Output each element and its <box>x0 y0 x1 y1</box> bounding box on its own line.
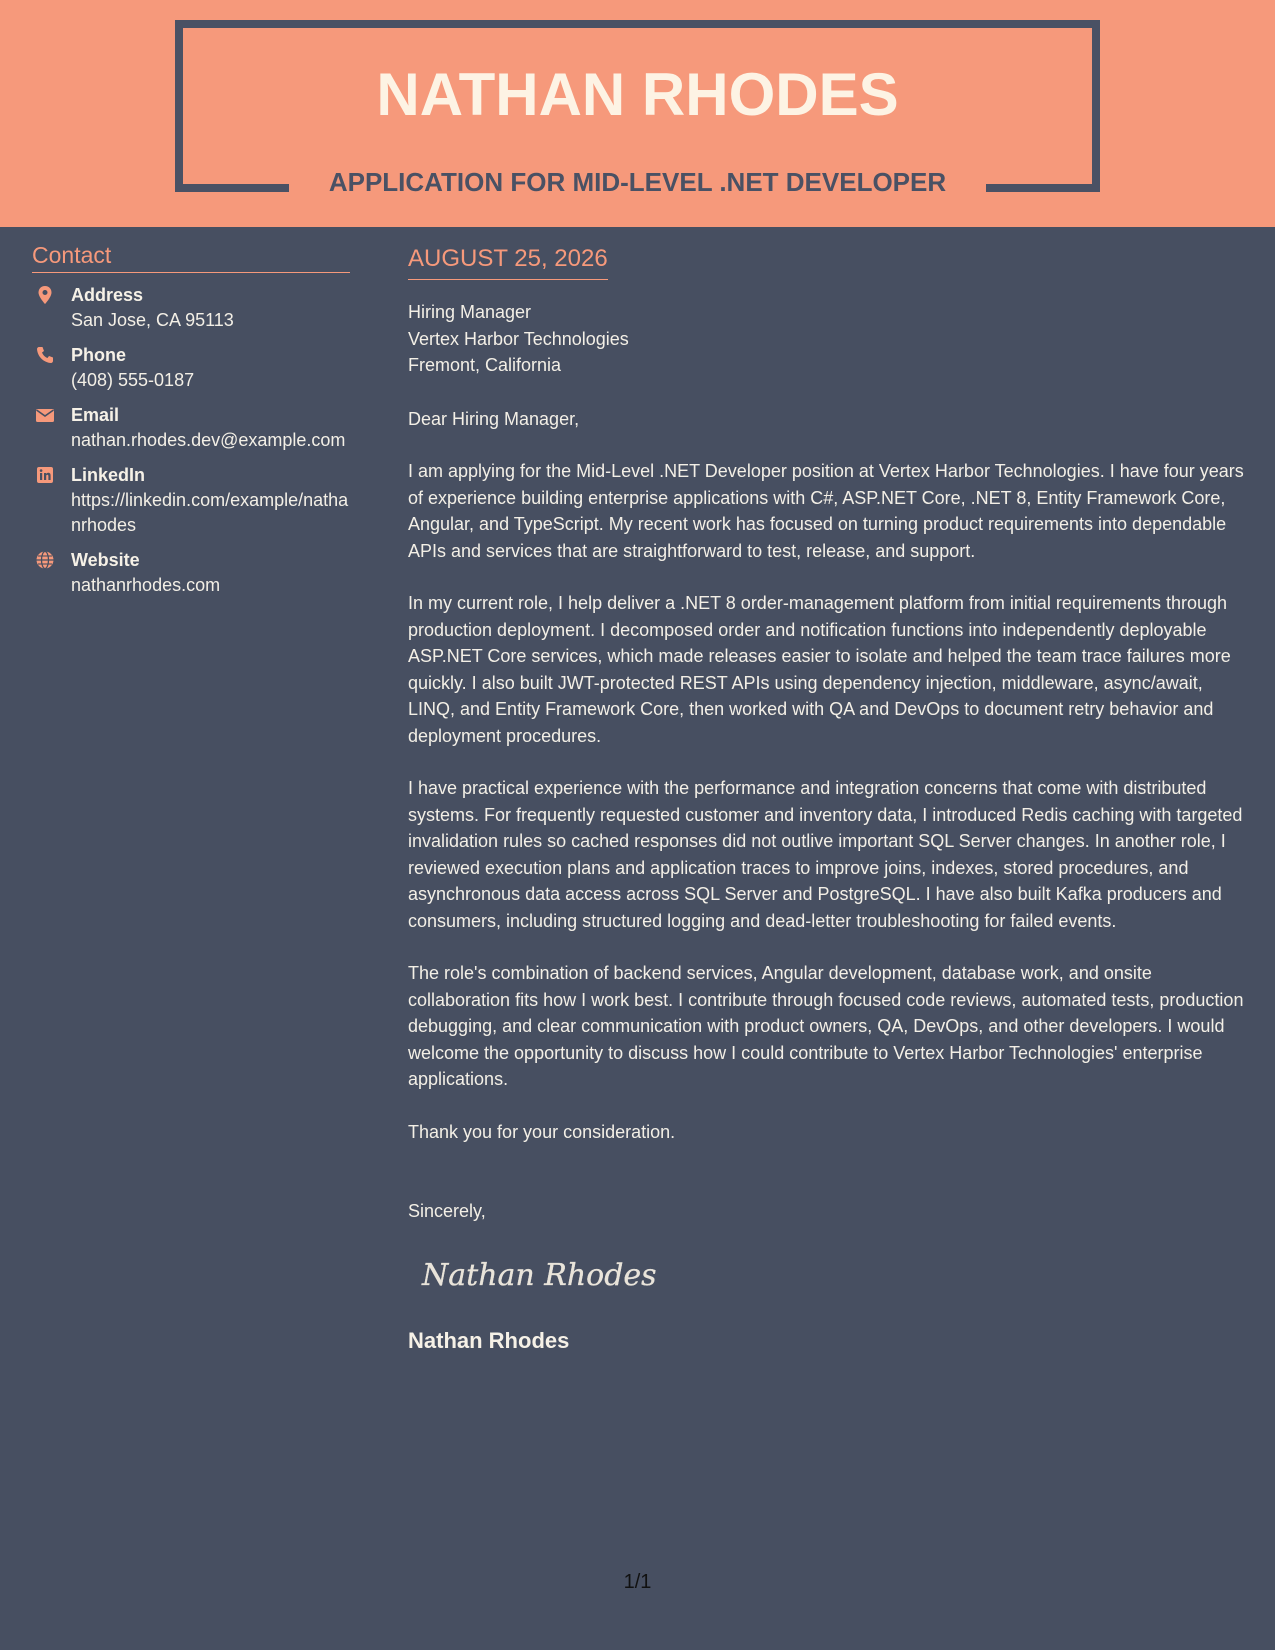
letter-date: AUGUST 25, 2026 <box>408 242 608 280</box>
handwritten-signature <box>420 1251 1253 1300</box>
envelope-icon <box>35 405 55 425</box>
contact-value: nathanrhodes.com <box>71 575 221 595</box>
application-subtitle: APPLICATION FOR MID-LEVEL .NET DEVELOPER <box>328 167 947 197</box>
closing: Sincerely, <box>408 1201 486 1221</box>
recipient-line: Hiring Manager <box>408 302 532 322</box>
contact-label: Website <box>71 550 140 570</box>
contact-value: San Jose, CA 95113 <box>71 310 234 330</box>
applicant-name: NATHAN RHODES <box>376 61 899 128</box>
letter-paragraph: Thank you for your consideration. <box>408 1121 676 1142</box>
contact-value: nathan.rhodes.dev@example.com <box>71 430 346 450</box>
contact-item-email <box>32 403 352 453</box>
letter-paragraph: I have practical experience with the performance and integration concerns that come with distributed systems. For frequently requested customer and inventory data, I introduced Redis caching with targeted invalidation rules so cached responses did not outlive important SQL Server changes. In another role, I reviewed execution plans and application traces to improve joins, indexes, stored procedures, and asynchronous data access across SQL Server and PostgreSQL. I have also built Kafka producers and consumers, including structured logging and dead-letter troubleshooting for failed events. <box>408 778 1243 931</box>
contact-item-website <box>32 548 352 598</box>
map-pin-icon <box>35 285 55 305</box>
letter-paragraph: The role's combination of backend services, Angular development, database work, and onsite collaboration fits how I work best. I contribute through focused code reviews, automated tests, production debugging, and clear communication with product owners, QA, DevOps, and other developers. I would welcome the opportunity to discuss how I could contribute to Vertex Harbor Technologies' enterprise applications. <box>408 963 1244 1089</box>
contact-label: Email <box>71 405 120 425</box>
globe-icon <box>35 550 55 570</box>
signer-name: Nathan Rhodes <box>408 1327 570 1353</box>
frame-border-top <box>175 20 1100 28</box>
recipient-block <box>408 299 1253 379</box>
contact-label: LinkedIn <box>71 465 146 485</box>
letter-body <box>408 242 1253 1354</box>
contact-value: (408) 555-0187 <box>71 370 195 390</box>
header-banner <box>0 0 1275 227</box>
contact-item-linkedin <box>32 463 352 538</box>
contact-item-phone <box>32 343 352 393</box>
contact-value: https://linkedin.com/example/nathanrhodes <box>71 490 349 535</box>
salutation: Dear Hiring Manager, <box>408 408 580 429</box>
contact-heading: Contact <box>32 240 350 273</box>
recipient-line: Fremont, California <box>408 355 562 375</box>
phone-icon <box>35 345 55 365</box>
contact-sidebar <box>32 240 352 598</box>
signature-text: Nathan Rhodes <box>422 1257 657 1293</box>
page-number: 1/1 <box>623 1571 652 1593</box>
recipient-line: Vertex Harbor Technologies <box>408 328 629 349</box>
linkedin-icon <box>35 465 55 485</box>
letter-paragraph: In my current role, I help deliver a .NET 8 order-management platform from initial requirements through production deployment. I decomposed order and notification functions into independently deployable ASP.NET Core services, which made releases easier to isolate and helped the team trace failures more quickly. I also built JWT-protected REST APIs using dependency injection, middleware, async/await, LINQ, and Entity Framework Core, then worked with QA and DevOps to document retry behavior and deployment procedures. <box>408 593 1231 746</box>
contact-item-address <box>32 283 352 333</box>
contact-label: Phone <box>71 345 127 365</box>
contact-label: Address <box>71 285 144 305</box>
letter-paragraph: I am applying for the Mid-Level .NET Developer position at Vertex Harbor Technologies. I have four years of experience building enterprise applications with C#, ASP.NET Core, .NET 8, Entity Framework Core, Angular, and TypeScript. My recent work has focused on turning product requirements into dependable APIs and services that are straightforward to test, release, and support. <box>408 461 1244 561</box>
